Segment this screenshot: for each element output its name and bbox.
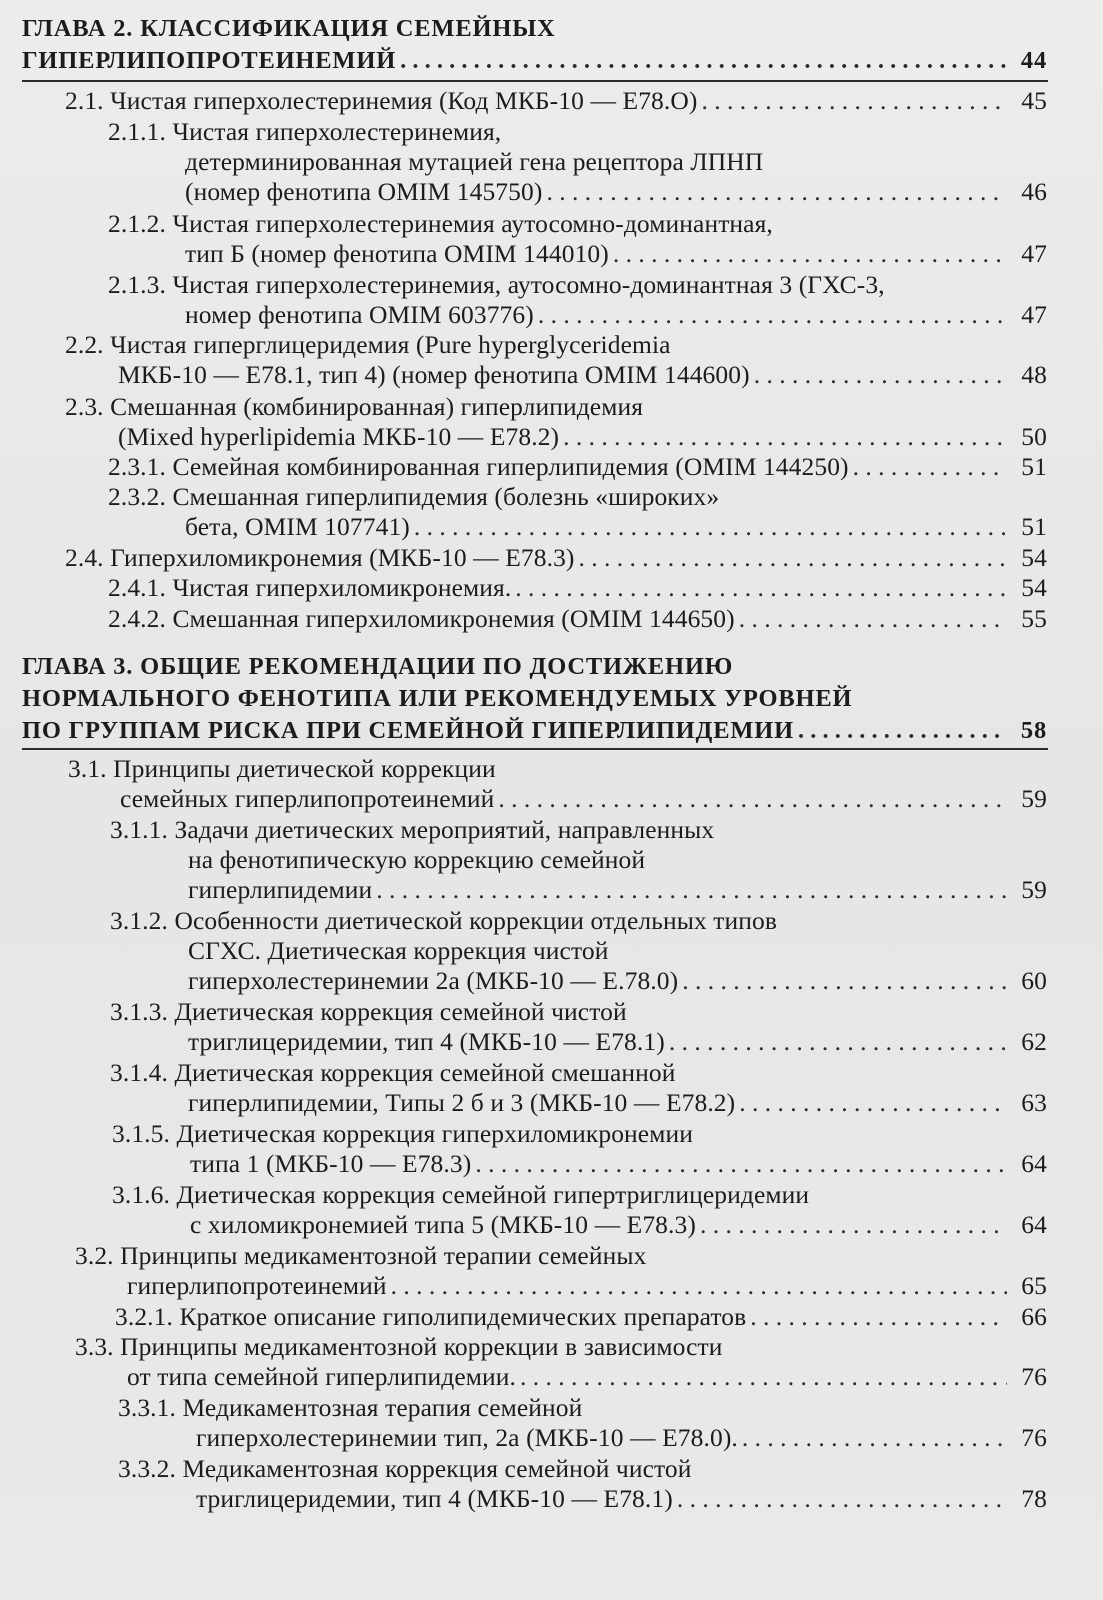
page-number: 63 (1021, 1088, 1047, 1117)
toc-entry-3-3-2-line-1: 3.3.2. Медикаментозная коррекция семейной чистой (118, 1454, 692, 1483)
page-number: 76 (1021, 1423, 1047, 1452)
page-number: 47 (1021, 300, 1047, 329)
chapter-2-title-line-1: ГЛАВА 2. КЛАССИФИКАЦИЯ СЕМЕЙНЫХ (22, 15, 556, 42)
leader-dots (682, 966, 1007, 996)
page-number: 54 (1021, 573, 1047, 602)
leader-dots (400, 46, 1007, 76)
toc-entry-2-1[interactable]: 2.1. Чистая гиперхолестеринемия (Код МКБ-10 — Е78.О) . . . 45 (65, 86, 1047, 116)
toc-entry-3-1-5-line-1: 3.1.5. Диетическая коррекция гиперхиломикронемии (112, 1119, 693, 1148)
toc-entry-3-1-4[interactable]: гиперлипидемии, Типы 2 б и 3 (МКБ-10 — Е78.2) . . . 63 (188, 1088, 1047, 1118)
toc-entry-2-3[interactable]: (Mixed hyperlipidemia МКБ-10 — Е78.2) . . . 50 (118, 422, 1047, 452)
toc-entry-3-2[interactable]: гиперлипопротеинемий . . . 65 (127, 1271, 1047, 1301)
leader-dots (613, 239, 1007, 269)
toc-entry-2-4[interactable]: 2.4. Гиперхиломикронемия (МКБ-10 — Е78.3) . . . 54 (65, 543, 1047, 573)
page-number: 64 (1021, 1149, 1047, 1178)
leader-dots (520, 1362, 1007, 1392)
page-number: 51 (1021, 512, 1047, 541)
leader-dots (853, 452, 1007, 482)
page-number: 48 (1021, 360, 1047, 389)
toc-entry-3-1-1[interactable]: гиперлипидемии . . . 59 (188, 875, 1047, 905)
leader-dots (742, 1423, 1007, 1453)
chapter-divider (22, 80, 1048, 82)
toc-entry-2-3-line-1: 2.3. Смешанная (комбинированная) гиперлипидемия (65, 392, 644, 421)
page-number: 59 (1021, 875, 1047, 904)
toc-entry-3-1-3[interactable]: триглицеридемии, тип 4 (МКБ-10 — Е78.1) . . . 62 (188, 1027, 1047, 1057)
toc-entry-3-1-2[interactable]: гиперхолестеринемии 2а (МКБ-10 — Е.78.0) . . . 60 (188, 966, 1047, 996)
leader-dots (376, 875, 1007, 905)
page-number: 62 (1021, 1027, 1047, 1056)
page-number: 50 (1021, 422, 1047, 451)
toc-entry-2-1-2[interactable]: тип Б (номер фенотипа OMIM 144010) . . . 47 (185, 239, 1047, 269)
leader-dots (538, 300, 1007, 330)
toc-entry-3-1-2-line-1: 3.1.2. Особенности диетической коррекции отдельных типов (110, 906, 778, 935)
leader-dots (700, 1210, 1007, 1240)
leader-dots (563, 422, 1007, 452)
toc-entry-3-3-line-1: 3.3. Принципы медикаментозной коррекции в зависимости (75, 1332, 723, 1361)
chapter-divider (22, 748, 1048, 750)
toc-entry-2-2-line-1: 2.2. Чистая гиперглицеридемия (Pure hyperglyceridemia (65, 330, 671, 359)
leader-dots (391, 1271, 1007, 1301)
leader-dots (475, 1149, 1007, 1179)
page-number: 58 (1020, 717, 1047, 744)
page-number: 45 (1021, 86, 1047, 115)
toc-entry-2-1-1-line-2: детерминированная мутацией гена рецептора ЛПНП (185, 147, 764, 176)
toc-entry-3-1-4-line-1: 3.1.4. Диетическая коррекция семейной смешанной (110, 1058, 676, 1087)
leader-dots (754, 360, 1007, 390)
toc-entry-3-2-1[interactable]: 3.2.1. Краткое описание гиполипидемических препаратов . . . 66 (115, 1302, 1047, 1332)
toc-entry-2-4-2[interactable]: 2.4.2. Смешанная гиперхиломикронемия (OMIM 144650) . . . 55 (108, 604, 1047, 634)
page-number: 76 (1021, 1362, 1047, 1391)
toc-entry-3-3-1[interactable]: гиперхолестеринемии тип, 2а (МКБ-10 — Е78.0). . . . 76 (196, 1423, 1047, 1453)
leader-dots (739, 604, 1007, 634)
toc-entry-3-1-3-line-1: 3.1.3. Диетическая коррекция семейной чистой (110, 997, 627, 1026)
toc-entry-3-3[interactable]: от типа семейной гиперлипидемии. . . . 76 (127, 1362, 1047, 1392)
page-number: 44 (1020, 47, 1047, 74)
toc-entry-3-1-6-line-1: 3.1.6. Диетическая коррекция семейной гипертриглицеридемии (112, 1180, 810, 1209)
leader-dots (498, 784, 1007, 814)
page-number: 59 (1021, 784, 1047, 813)
chapter-3-title-line-2: НОРМАЛЬНОГО ФЕНОТИПА ИЛИ РЕКОМЕНДУЕМЫХ УРОВНЕЙ (22, 685, 853, 712)
leader-dots (739, 1088, 1007, 1118)
chapter-2-entry[interactable] (22, 46, 1047, 76)
page-number: 78 (1021, 1484, 1047, 1513)
chapter-3-title-line-3: ПО ГРУППАМ РИСКА ПРИ СЕМЕЙНОЙ ГИПЕРЛИПИДЕМИИ (22, 717, 794, 744)
leader-dots (546, 177, 1007, 207)
page-number: 65 (1021, 1271, 1047, 1300)
toc-entry-2-1-3[interactable]: номер фенотипа OMIM 603776) . . . 47 (185, 300, 1047, 330)
toc-entry-2-1-2-line-1: 2.1.2. Чистая гиперхолестеринемия аутосомно-доминантная, (108, 209, 773, 238)
toc-entry-3-3-2[interactable]: триглицеридемии, тип 4 (МКБ-10 — Е78.1) . . . 78 (196, 1484, 1047, 1514)
toc-entry-3-3-1-line-1: 3.3.1. Медикаментозная терапия семейной (118, 1393, 583, 1422)
page-number: 51 (1021, 452, 1047, 481)
toc-entry-3-1-2-line-2: СГХС. Диетическая коррекция чистой (188, 936, 609, 965)
leader-dots (750, 1302, 1007, 1332)
toc-entry-2-2[interactable]: МКБ-10 — Е78.1, тип 4) (номер фенотипа OMIM 144600) . . . 48 (118, 360, 1047, 390)
chapter-3-title-line-1: ГЛАВА 3. ОБЩИЕ РЕКОМЕНДАЦИИ ПО ДОСТИЖЕНИЮ (22, 653, 734, 680)
toc-entry-2-1-1-line-1: 2.1.1. Чистая гиперхолестеринемия, (108, 117, 502, 146)
leader-dots (798, 716, 1007, 746)
toc-entry-2-3-2-line-1: 2.3.2. Смешанная гиперлипидемия (болезнь «широких» (108, 482, 720, 511)
toc-entry-3-1-1-line-2: на фенотипическую коррекцию семейной (188, 845, 646, 874)
toc-entry-2-1-3-line-1: 2.1.3. Чистая гиперхолестеринемия, аутосомно-доминантная 3 (ГХС-3, (108, 270, 885, 299)
page-number: 64 (1021, 1210, 1047, 1239)
page-number: 55 (1021, 604, 1047, 633)
page-number: 46 (1021, 177, 1047, 206)
leader-dots (414, 512, 1007, 542)
page-number: 60 (1021, 966, 1047, 995)
toc-entry-3-1-line-1: 3.1. Принципы диетической коррекции (68, 754, 496, 783)
leader-dots (579, 543, 1007, 573)
toc-entry-3-1[interactable]: семейных гиперлипопротеинемий . . . 59 (120, 784, 1047, 814)
leader-dots (669, 1027, 1007, 1057)
toc-entry-2-4-1[interactable]: 2.4.1. Чистая гиперхиломикронемия. . . . 54 (108, 573, 1047, 603)
toc-entry-2-1-1[interactable]: (номер фенотипа OMIM 145750) . . . 46 (185, 177, 1047, 207)
toc-entry-3-1-1-line-1: 3.1.1. Задачи диетических мероприятий, направленных (110, 815, 715, 844)
toc-entry-2-3-2[interactable]: бета, OMIM 107741) . . . 51 (185, 512, 1047, 542)
leader-dots (515, 573, 1007, 603)
leader-dots (677, 1484, 1007, 1514)
toc-entry-2-3-1[interactable]: 2.3.1. Семейная комбинированная гиперлипидемия (OMIM 144250) . . . 51 (108, 452, 1047, 482)
page-number: 54 (1021, 543, 1047, 572)
toc-entry-3-1-6[interactable]: с хиломикронемией типа 5 (МКБ-10 — Е78.3) . . . 64 (190, 1210, 1047, 1240)
page-number: 66 (1021, 1302, 1047, 1331)
toc-entry-3-2-line-1: 3.2. Принципы медикаментозной терапии семейных (75, 1241, 647, 1270)
toc-entry-3-1-5[interactable]: типа 1 (МКБ-10 — Е78.3) . . . 64 (190, 1149, 1047, 1179)
chapter-2-title-line-2: ГИПЕРЛИПОПРОТЕИНЕМИЙ (22, 47, 397, 74)
leader-dots (701, 86, 1007, 116)
page-number: 47 (1021, 239, 1047, 268)
chapter-3-entry[interactable] (22, 716, 1047, 746)
